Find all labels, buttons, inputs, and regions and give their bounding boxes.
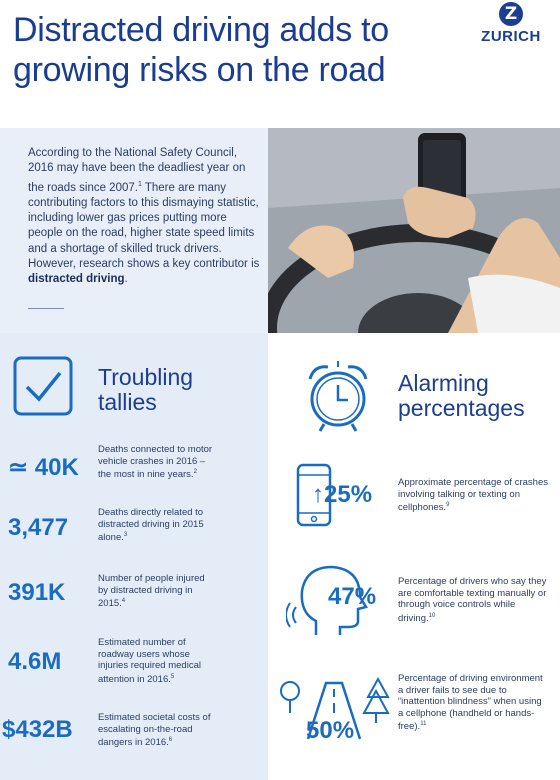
stat-value: $432B: [2, 716, 73, 743]
intro-panel: [0, 128, 268, 333]
section-title-troubling: Troubling tallies: [98, 364, 194, 415]
stat-value: 391K: [8, 579, 66, 606]
stat-value: 4.6M: [8, 648, 62, 675]
driver-phone-photo: [268, 128, 560, 333]
percentage-value: 47%: [328, 583, 377, 610]
alarm-clock-icon: [302, 357, 374, 433]
stat-value: ≃ 40K: [8, 454, 79, 481]
alarming-percentages-panel: [268, 333, 560, 780]
stat-description: Number of people injured by distracted driving in 2015.$^4$: [98, 573, 205, 610]
page-title: Distracted driving adds to growing risks on the road: [13, 11, 389, 89]
troubling-tallies-panel: [0, 333, 268, 780]
intro-text: According to the National Safety Council, 2016 may have been the deadliest year on the roads since 2007.$^1$ There are many contributing factors to this dismaying statistic, including lower gas prices putting more people on the road, higher state speed limits and a shortage of skilled truck drivers. However, research shows a key contributor is distracted driving.: [28, 147, 260, 286]
zurich-logo: [470, 2, 552, 54]
intro-emphasis: distracted driving: [28, 273, 125, 286]
header: [0, 0, 560, 128]
percentage-value: ↑25%: [312, 481, 373, 508]
percentage-description: Approximate percentage of crashes involving talking or texting on cellphones.$^9$: [398, 477, 548, 514]
percentage-description: Percentage of driving environment a driver fails to see due to “inattention blindness” when using a cellphone (handheld or hands-free).$^{11}$: [398, 673, 543, 733]
checkbox-icon: [12, 355, 74, 417]
stat-description: Estimated societal costs of escalating on-the-road dangers in 2016.$^6$: [98, 712, 211, 749]
zurich-logo-word: ZURICH: [481, 28, 541, 45]
divider: [28, 308, 64, 309]
stat-description: Deaths directly related to distracted driving in 2015 alone.$^3$: [98, 507, 204, 544]
section-title-alarming: Alarming percentages: [398, 370, 525, 421]
stat-value: 3,477: [8, 514, 69, 541]
percentage-description: Percentage of drivers who say they are comfortable texting manually or through voice controls while driving.$^{10}$: [398, 576, 547, 624]
stat-description: Deaths connected to motor vehicle crashes in 2016 – the most in nine years.$^2$: [98, 444, 213, 481]
stat-description: Estimated number of roadway users whose injuries required medical attention in 2016.$^5$: [98, 637, 201, 685]
driver-phone-illustration: [268, 128, 560, 333]
percentage-value: 50%: [306, 717, 355, 744]
zurich-logo-mark: Z: [499, 2, 523, 26]
